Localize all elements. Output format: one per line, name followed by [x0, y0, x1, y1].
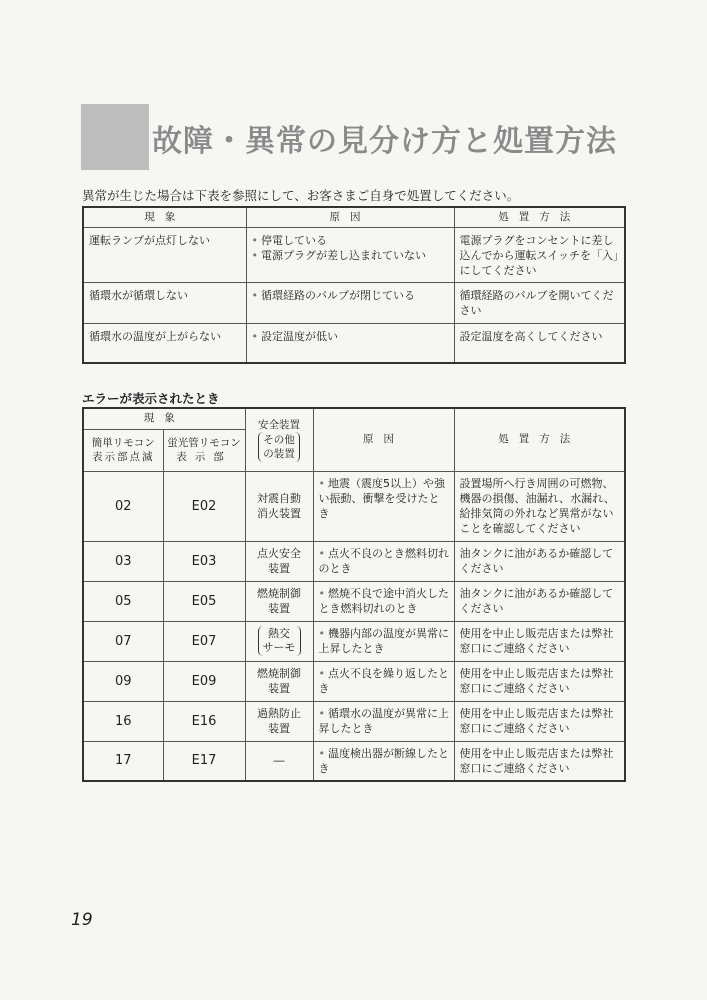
- cause-cell: • 点火不良のとき燃料切れのとき: [313, 541, 454, 581]
- simple-code: 07: [83, 621, 163, 661]
- fluor-code: E07: [163, 621, 245, 661]
- remedy-cell: 循環経路のバルブを開いてください: [454, 283, 625, 324]
- table-row: [83, 324, 625, 363]
- remedy-cell: 使用を中止し販売店または弊社窓口にご連絡ください: [454, 621, 625, 661]
- section-title-errors: エラーが表示されたとき: [82, 391, 220, 406]
- cause-cell: • 温度検出器が断線したとき: [313, 741, 454, 781]
- table-row: [83, 741, 625, 781]
- safety-device: 燃焼制御 装置: [245, 581, 313, 621]
- table-row: [83, 661, 625, 701]
- safety-device: 過熱防止 装置: [245, 701, 313, 741]
- remedy-cell: 設置場所へ行き周囲の可燃物、機器の損傷、油漏れ、水漏れ、給排気筒の外れなど異常がないことを確認してください: [454, 471, 625, 541]
- header-cause: 原因: [313, 408, 454, 471]
- table-header-row: [83, 408, 625, 429]
- cause-cell: [246, 283, 454, 324]
- remedy-cell: 使用を中止し販売店または弊社窓口にご連絡ください: [454, 701, 625, 741]
- header-symptom: 現象: [83, 207, 246, 228]
- symptom-cell: 運転ランプが点灯しない: [83, 228, 246, 283]
- table-row: [83, 581, 625, 621]
- cause-item: • 設定温度が低い: [252, 329, 449, 344]
- fluor-code: E05: [163, 581, 245, 621]
- cause-item: • 停電している: [252, 233, 449, 248]
- cause-item: • 電源プラグが差し込まれていない: [252, 248, 449, 263]
- symptom-cell: 循環水が循環しない: [83, 283, 246, 324]
- cause-cell: • 地震（震度5以上）や強い振動、衝撃を受けたとき: [313, 471, 454, 541]
- cause-cell: [246, 324, 454, 363]
- fluor-code: E09: [163, 661, 245, 701]
- cause-cell: • 機器内部の温度が異常に上昇したとき: [313, 621, 454, 661]
- title-decoration-block: [81, 104, 149, 170]
- cause-cell: • 燃焼不良で途中消火したとき燃料切れのとき: [313, 581, 454, 621]
- simple-code: 16: [83, 701, 163, 741]
- table-row: [83, 471, 625, 541]
- simple-code: 03: [83, 541, 163, 581]
- fluor-code: E02: [163, 471, 245, 541]
- remedy-cell: 使用を中止し販売店または弊社窓口にご連絡ください: [454, 661, 625, 701]
- safety-device: 熱交 サーモ: [245, 621, 313, 661]
- header-remedy: 処置方法: [454, 408, 625, 471]
- table-header-row: [83, 207, 625, 228]
- simple-code: 17: [83, 741, 163, 781]
- fluor-code: E17: [163, 741, 245, 781]
- error-code-table: [82, 407, 626, 782]
- header-safety-device: 安全装置 その他 の装置: [245, 408, 313, 471]
- safety-device: 点火安全 装置: [245, 541, 313, 581]
- table-row: [83, 701, 625, 741]
- remedy-cell: 電源プラグをコンセントに差し込んでから運転スイッチを「入」にしてください: [454, 228, 625, 283]
- remedy-cell: 設定温度を高くしてください: [454, 324, 625, 363]
- table-row: [83, 621, 625, 661]
- cause-cell: • 点火不良を繰り返したとき: [313, 661, 454, 701]
- simple-code: 09: [83, 661, 163, 701]
- cause-item: • 循環経路のバルブが閉じている: [252, 288, 449, 303]
- page-number: 19: [71, 910, 93, 930]
- cause-cell: [246, 228, 454, 283]
- header-fluorescent-remote: 蛍光管リモコン 表示部: [163, 429, 245, 471]
- safety-device: 燃焼制御 装置: [245, 661, 313, 701]
- cause-cell: • 循環水の温度が異常に上昇したとき: [313, 701, 454, 741]
- header-cause: 原因: [246, 207, 454, 228]
- intro-text: 異常が生じた場合は下表を参照にして、お客さまご自身で処置してください。: [82, 188, 520, 203]
- fluor-code: E16: [163, 701, 245, 741]
- table-row: [83, 541, 625, 581]
- header-phenomenon: 現象: [83, 408, 245, 429]
- simple-code: 05: [83, 581, 163, 621]
- safety-device: ―: [245, 741, 313, 781]
- simple-code: 02: [83, 471, 163, 541]
- header-simple-remote: 簡単リモコン 表示部点滅: [83, 429, 163, 471]
- safety-device: 対震自動 消火装置: [245, 471, 313, 541]
- troubleshooting-table: [82, 206, 626, 364]
- fluor-code: E03: [163, 541, 245, 581]
- header-remedy: 処置方法: [454, 207, 625, 228]
- table-row: [83, 283, 625, 324]
- remedy-cell: 油タンクに油があるか確認してください: [454, 541, 625, 581]
- remedy-cell: 油タンクに油があるか確認してください: [454, 581, 625, 621]
- symptom-cell: 循環水の温度が上がらない: [83, 324, 246, 363]
- table-row: [83, 228, 625, 283]
- page-title: 故障・異常の見分け方と処置方法: [152, 124, 617, 159]
- remedy-cell: 使用を中止し販売店または弊社窓口にご連絡ください: [454, 741, 625, 781]
